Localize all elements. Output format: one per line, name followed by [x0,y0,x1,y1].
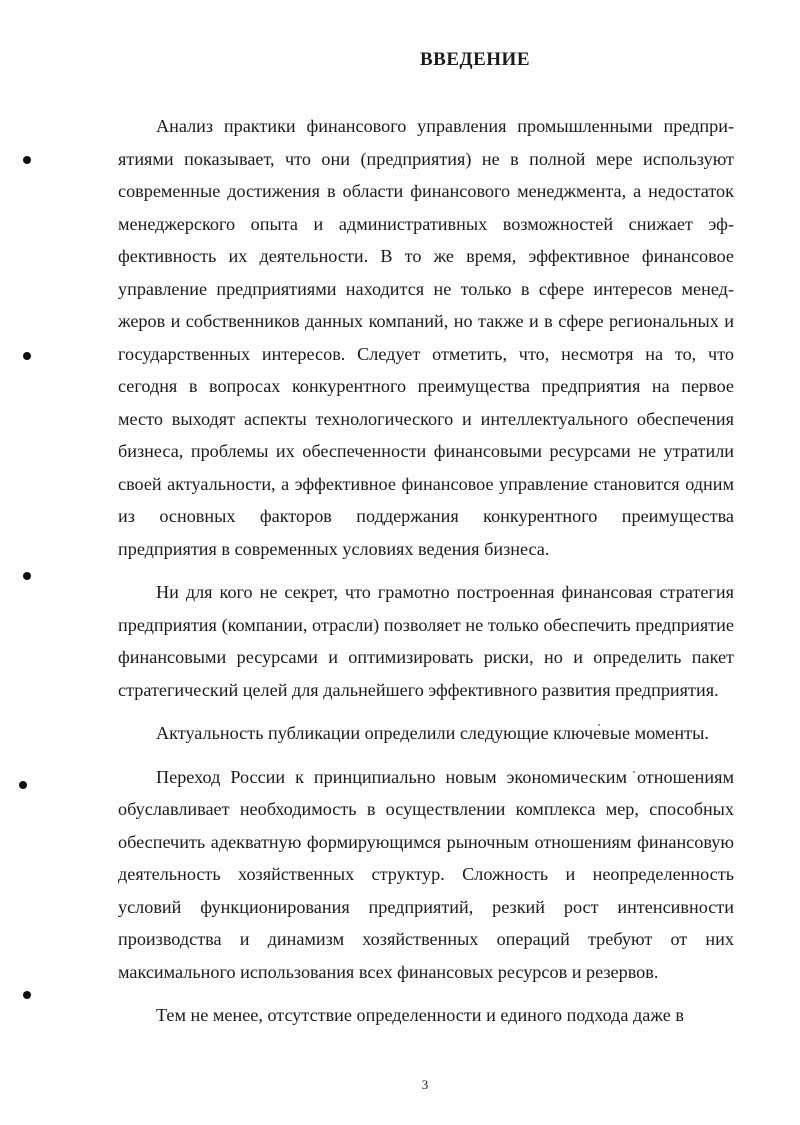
punch-hole-mark [19,781,27,789]
punch-hole-mark [23,352,31,360]
paragraph: Тем не менее, отсутствие определенности и единого подхода даже в [156,1005,684,1025]
paragraph: Ни для кого не секрет, что грамотно построенная финансовая стратегия предприятия (компании, отрасли) позволяет не только обеспечить предприятие финансовыми ресурсами и оптимизировать риски, но и определить пакет стратегический целей для дальнейшего эффективного развития предприятия. [118,582,734,700]
punch-hole-mark [23,156,31,164]
body-text [118,110,734,1043]
paragraph: Анализ практики финансового управления промышленными предприятиями показывает, что они (предприятия) не в полной мере используют современные достижения в области финансового менеджмента, а недостаток менеджерского опыта и административных возможностей снижает эффективность их деятельности. В то же время, эффективное финансовое управление предприятиями находится не только в сфере интересов менеджеров и собственников данных компаний, но также и в сфере региональных и государственных интересов. Следует отметить, что, несмотря на то, что сегодня в вопросах конкурентного преимущества предприятия на первое место выходят аспекты технологического и интеллектуального обеспечения бизнеса, проблемы их обеспеченности финансовыми ресурсами не утратили своей актуальности, а эффективное финансовое управление становится одним из основных факторов поддержания конкурентного преимущества предприятия в современных условиях ведения бизнеса. [118,116,734,559]
page-number: 3 [421,1077,429,1092]
paragraph: Переход России к принципиально новым экономическим отношениям обуславливает необходимость в осуществлении комплекса мер, способных обеспечить адекватную формирующимся рыночным отношениям финансовую деятельность хозяйственных структур. Сложность и неопределенность условий функционирования предприятий, резкий рост интенсивности производства и динамизм хозяйственных операций требуют от них максимального использования всех финансовых ресурсов и резервов. [118,766,734,982]
paragraph: Актуальность публикации определили следующие ключевые моменты. [156,723,709,743]
section-title: ВВЕДЕНИЕ [420,49,530,70]
punch-hole-mark [23,572,31,580]
punch-hole-mark [23,991,31,999]
